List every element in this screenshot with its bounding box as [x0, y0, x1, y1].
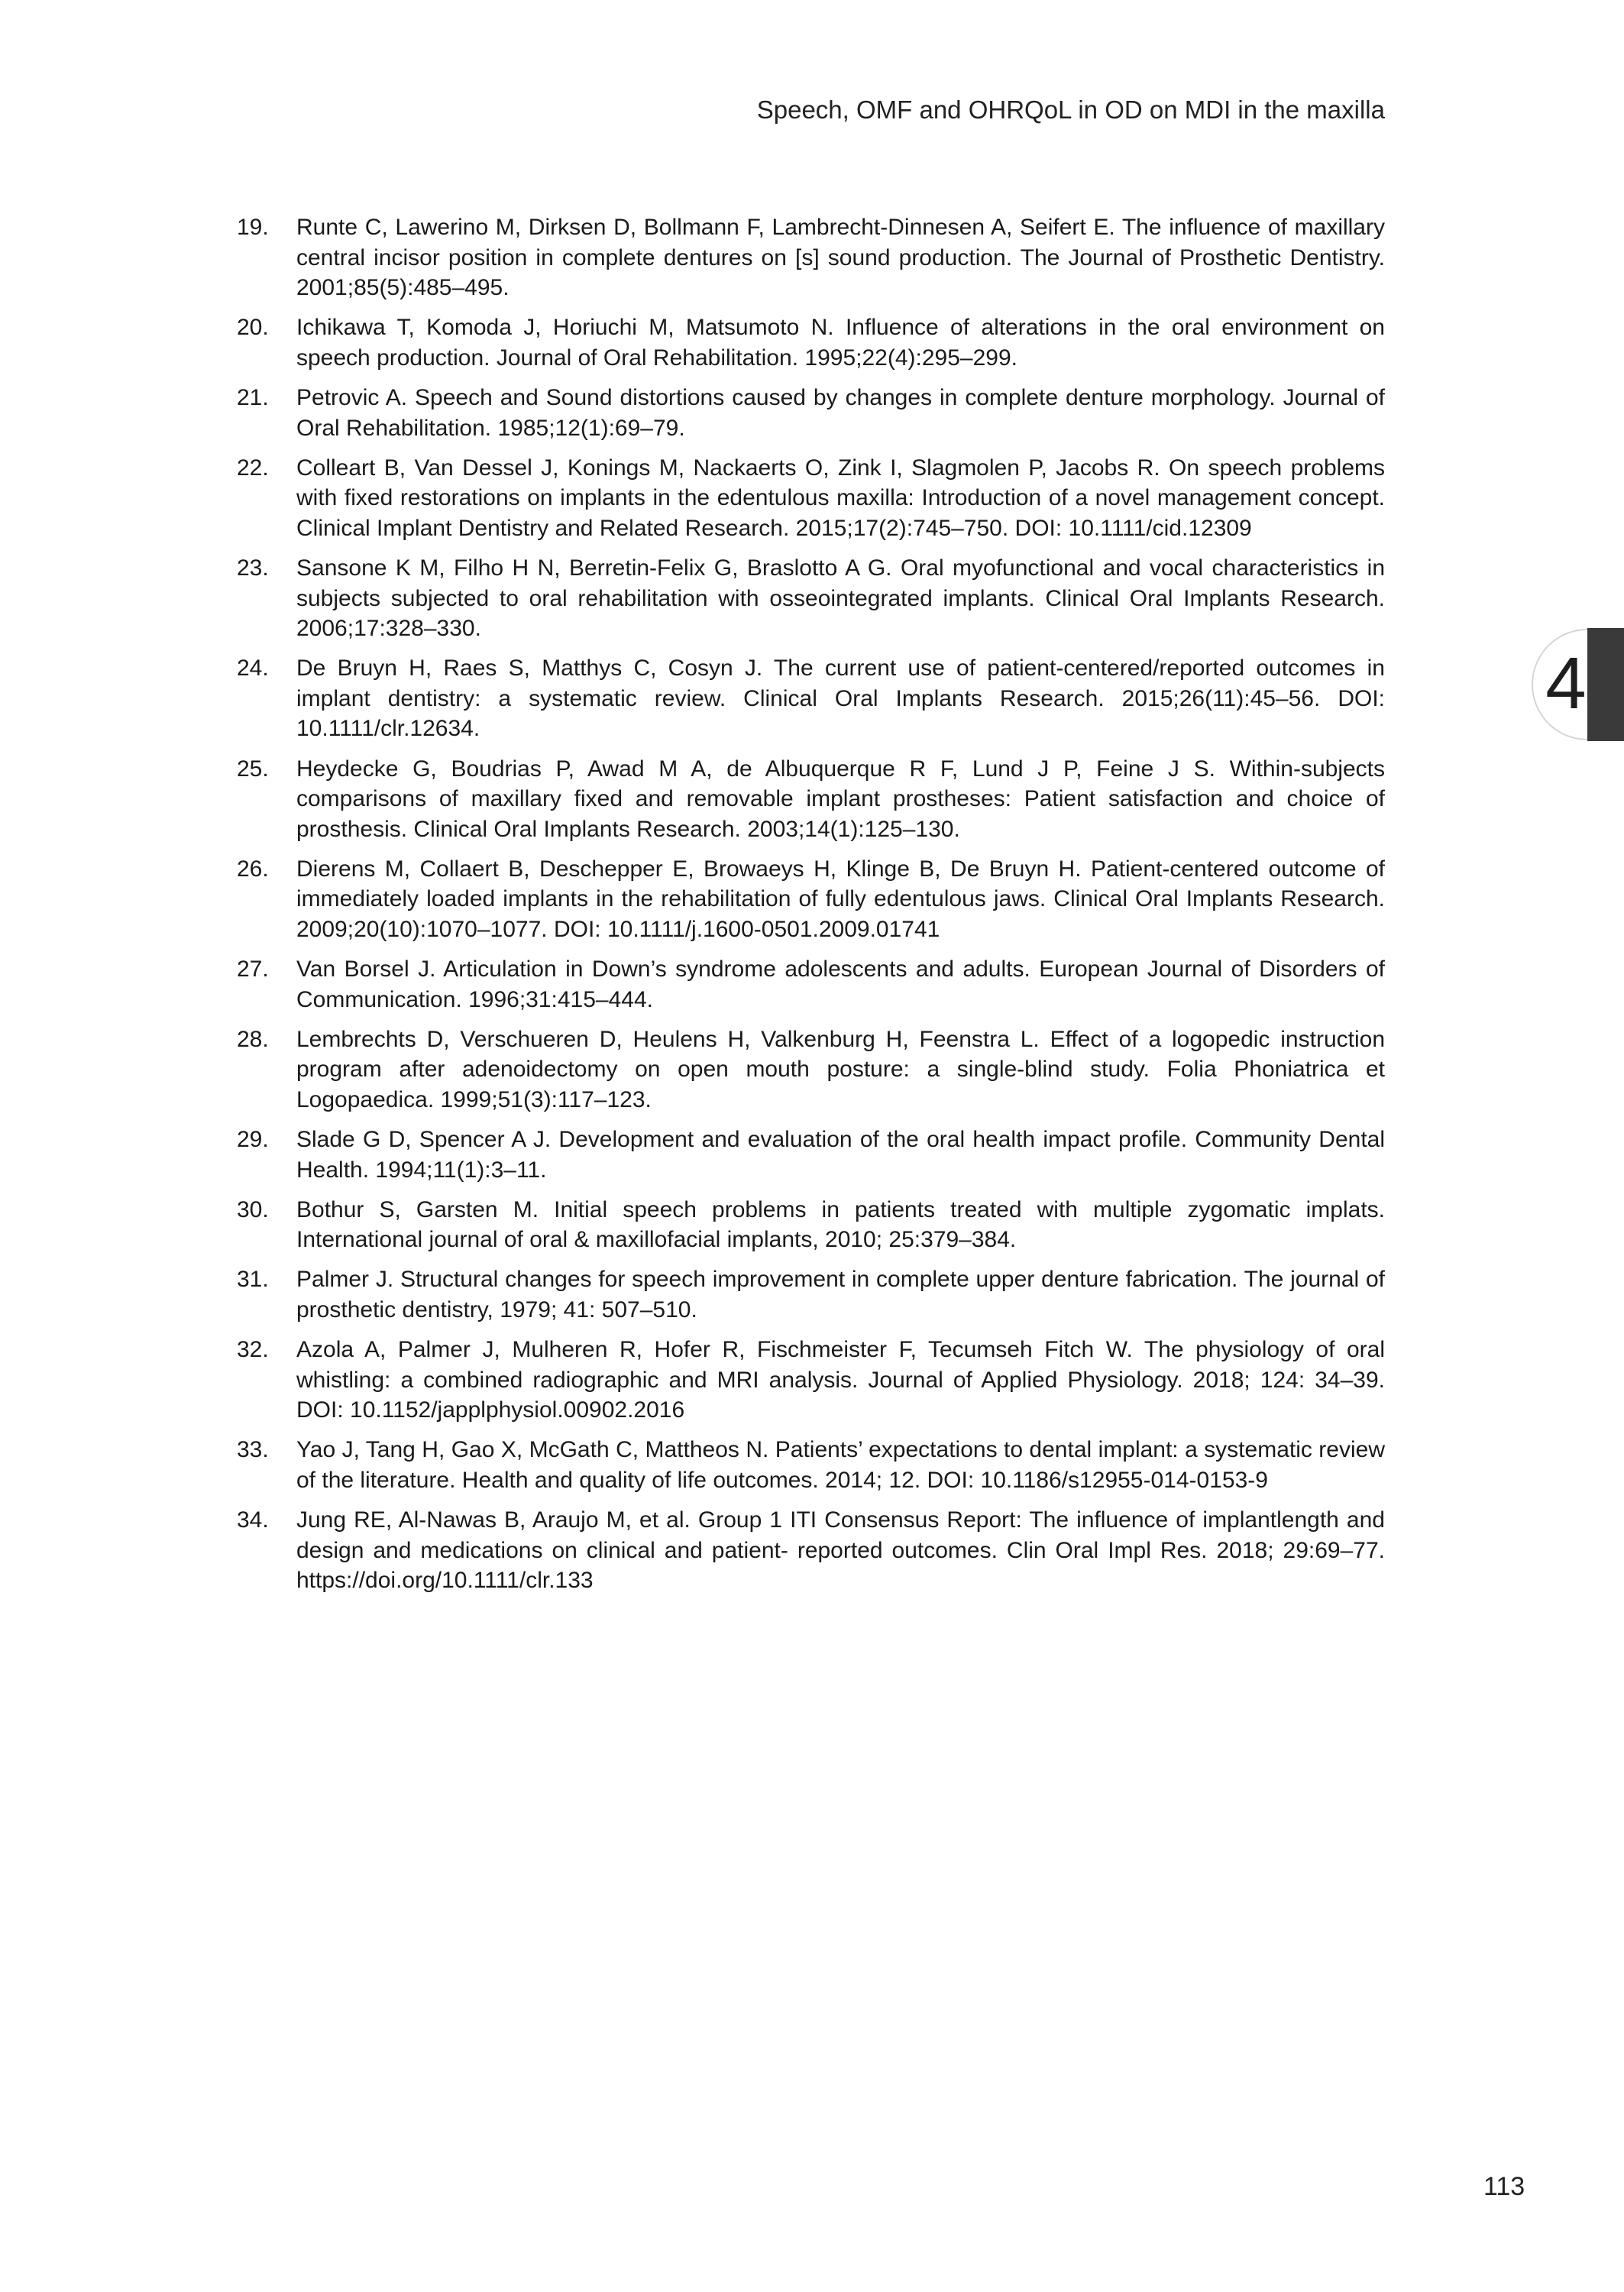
reference-number: 32. [237, 1337, 269, 1363]
reference-list [237, 212, 1385, 1605]
reference-number: 22. [237, 455, 269, 481]
reference-item [237, 1335, 1385, 1426]
reference-item [237, 1195, 1385, 1255]
reference-number: 33. [237, 1437, 269, 1463]
reference-number: 26. [237, 856, 269, 882]
reference-number: 29. [237, 1127, 269, 1153]
reference-text: Slade G D, Spencer A J. Development and evaluation of the oral health impact profile. Community Dental Health. 1994;11(1):3–11. [296, 1127, 1385, 1183]
reference-number: 27. [237, 957, 269, 983]
reference-item [237, 1505, 1385, 1596]
reference-item [237, 1264, 1385, 1325]
reference-number: 31. [237, 1267, 269, 1293]
reference-text: Palmer J. Structural changes for speech improvement in complete upper denture fabrication. The journal of prosthetic dentistry, 1979; 41: 507–510. [296, 1267, 1385, 1322]
reference-item [237, 312, 1385, 373]
reference-item [237, 854, 1385, 945]
reference-text: Jung RE, Al-Nawas B, Araujo M, et al. Group 1 ITI Consensus Report: The influence of implantlength and design and medications on clinical and patient- reported outcomes. Clin Oral Impl Res. 2018; 29:69–77. https://doi.org/10.1111/clr.133 [296, 1507, 1385, 1594]
reference-text: Runte C, Lawerino M, Dirksen D, Bollmann F, Lambrecht-Dinnesen A, Seifert E. The influence of maxillary central incisor position in complete dentures on [s] sound production. The Journal of Prosthetic Dentistry. 2001;85(5):485–495. [296, 215, 1385, 301]
reference-number: 21. [237, 384, 269, 410]
reference-number: 23. [237, 555, 269, 581]
reference-number: 34. [237, 1507, 269, 1533]
reference-item [237, 954, 1385, 1015]
reference-item [237, 1435, 1385, 1495]
reference-number: 28. [237, 1026, 269, 1052]
reference-item [237, 453, 1385, 544]
chapter-number: 4 [1545, 643, 1587, 724]
reference-text: Dierens M, Collaert B, Deschepper E, Browaeys H, Klinge B, De Bruyn H. Patient-centered outcome of immediately loaded implants in the rehabilitation of fully edentulous jaws. Clinical Oral Implants Research. 2009;20(10):1070–1077. DOI: 10.1111/j.1600-0501.2009.01741 [296, 856, 1385, 942]
reference-item [237, 383, 1385, 443]
reference-number: 30. [237, 1196, 269, 1222]
reference-text: Sansone K M, Filho H N, Berretin-Felix G, Braslotto A G. Oral myofunctional and vocal characteristics in subjects subjected to oral rehabilitation with osseointegrated implants. Clinical Oral Implants Research. 2006;17:328–330. [296, 555, 1385, 642]
reference-item [237, 1025, 1385, 1115]
reference-number: 20. [237, 315, 269, 341]
reference-text: Heydecke G, Boudrias P, Awad M A, de Albuquerque R F, Lund J P, Feine J S. Within-subjects comparisons of maxillary fixed and removable implant prostheses: Patient satisfaction and choice of prosthesis. Clinical Oral Implants Research. 2003;14(1):125–130. [296, 756, 1385, 842]
reference-text: Ichikawa T, Komoda J, Horiuchi M, Matsumoto N. Influence of alterations in the oral environment on speech production. Journal of Oral Rehabilitation. 1995;22(4):295–299. [296, 315, 1385, 371]
reference-item [237, 754, 1385, 845]
reference-text: Petrovic A. Speech and Sound distortions caused by changes in complete denture morphology. Journal of Oral Rehabilitation. 1985;12(1):69–79. [296, 384, 1385, 441]
reference-text: Yao J, Tang H, Gao X, McGath C, Mattheos N. Patients’ expectations to dental implant: a systematic review of the literature. Health and quality of life outcomes. 2014; 12. DOI: 10.1186/s12955-014-0153-9 [296, 1437, 1385, 1493]
reference-text: De Bruyn H, Raes S, Matthys C, Cosyn J. The current use of patient-centered/reported outcomes in implant dentistry: a systematic review. Clinical Oral Implants Research. 2015;26(11):45–56. DOI: 10.1111/clr.12634. [296, 656, 1385, 742]
running-header-title: Speech, OMF and OHRQoL in OD on MDI in the maxilla [756, 96, 1385, 124]
reference-text: Colleart B, Van Dessel J, Konings M, Nackaerts O, Zink I, Slagmolen P, Jacobs R. On speech problems with fixed restorations on implants in the edentulous maxilla: Introduction of a novel management concept. Clinical Implant Dentistry and Related Research. 2015;17(2):745–750. DOI: 10.1111/cid.12309 [296, 455, 1385, 541]
reference-number: 19. [237, 215, 269, 240]
reference-item [237, 553, 1385, 644]
reference-number: 25. [237, 756, 269, 782]
reference-item [237, 653, 1385, 744]
page-number: 113 [1483, 2172, 1525, 2201]
chapter-tab-block [1587, 628, 1624, 741]
reference-text: Bothur S, Garsten M. Initial speech problems in patients treated with multiple zygomatic implats. International journal of oral & maxillofacial implants, 2010; 25:379–384. [296, 1196, 1385, 1253]
reference-item [237, 1125, 1385, 1185]
reference-number: 24. [237, 656, 269, 681]
reference-text: Van Borsel J. Articulation in Down’s syndrome adolescents and adults. European Journal of Disorders of Communication. 1996;31:415–444. [296, 957, 1385, 1012]
reference-item [237, 212, 1385, 303]
chapter-tab [1529, 628, 1624, 741]
reference-text: Lembrechts D, Verschueren D, Heulens H, Valkenburg H, Feenstra L. Effect of a logopedic instruction program after adenoidectomy on open mouth posture: a single-blind study. Folia Phoniatrica et Logopaedica. 1999;51(3):117–123. [296, 1026, 1385, 1112]
reference-text: Azola A, Palmer J, Mulheren R, Hofer R, Fischmeister F, Tecumseh Fitch W. The physiology of oral whistling: a combined radiographic and MRI analysis. Journal of Applied Physiology. 2018; 124: 34–39. DOI: 10.1152/japplphysiol.00902.2016 [296, 1337, 1385, 1423]
